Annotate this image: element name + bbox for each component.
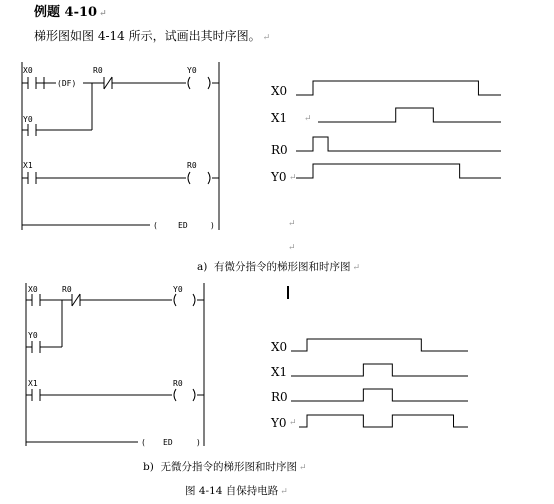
timing-diagram-a [270, 81, 501, 184]
signal-label: X1 [271, 111, 288, 125]
text-cursor [287, 286, 289, 299]
waveform-x1 [291, 364, 468, 376]
paragraph-mark: ↵ [288, 243, 296, 253]
timing-diagram-b [270, 339, 468, 430]
end-left-paren: ( [141, 438, 146, 447]
signal-label: Y0 [271, 416, 287, 430]
paragraph-mark: ↵ [304, 114, 312, 124]
contact-label: X1 [23, 161, 33, 170]
contact-label: Y0 [23, 115, 33, 124]
waveform-x0 [296, 81, 501, 95]
signal-label: X1 [271, 365, 288, 379]
figure-caption: 图 4-14 自保持电路 ↵ [185, 485, 288, 497]
contact-label: R0 [93, 66, 103, 75]
waveform-r0 [291, 389, 468, 401]
contact-label: Y0 [28, 331, 38, 340]
waveform-y0 [299, 415, 468, 427]
caption-b: b) 无微分指令的梯形图和时序图 ↵ [143, 461, 307, 473]
signal-label: Y0 [271, 170, 287, 184]
end-instruction-label: ED [163, 438, 173, 447]
signal-label: X0 [271, 340, 288, 354]
example-title: 例题 4-10 ↵ [34, 5, 107, 20]
coil-label: R0 [173, 379, 183, 388]
intro-text: 梯形图如图 4-14 所示，试画出其时序图。 ↵ [34, 29, 271, 43]
waveform-r0 [296, 137, 501, 151]
waveform-y0 [296, 164, 501, 178]
caption-a: a) 有微分指令的梯形图和时序图 ↵ [197, 261, 361, 273]
waveform-group [296, 81, 501, 178]
contact-label: X0 [23, 66, 33, 75]
coil-label: Y0 [187, 66, 197, 75]
df-instruction-label: (DF) [57, 79, 77, 88]
end-left-paren: ( [153, 221, 158, 230]
paragraph-mark: ↵ [289, 173, 297, 183]
end-right-paren: ) [196, 438, 201, 447]
signal-label: X0 [271, 84, 288, 98]
coil-label: Y0 [173, 285, 183, 294]
coil-label: R0 [187, 161, 197, 170]
signal-label: R0 [271, 143, 288, 157]
waveform-x0 [291, 339, 468, 351]
contact-label: R0 [62, 285, 72, 294]
paragraph-mark: ↵ [289, 418, 297, 428]
contact-label: X0 [28, 285, 38, 294]
waveform-x1 [318, 108, 501, 122]
end-right-paren: ) [210, 221, 215, 230]
paragraph-mark: ↵ [288, 219, 296, 229]
ladder-diagram-b [26, 283, 204, 447]
end-instruction-label: ED [178, 221, 188, 230]
waveform-group [291, 339, 468, 427]
ladder-diagram-a [22, 62, 219, 230]
contact-label: X1 [28, 379, 38, 388]
signal-label: R0 [271, 390, 288, 404]
